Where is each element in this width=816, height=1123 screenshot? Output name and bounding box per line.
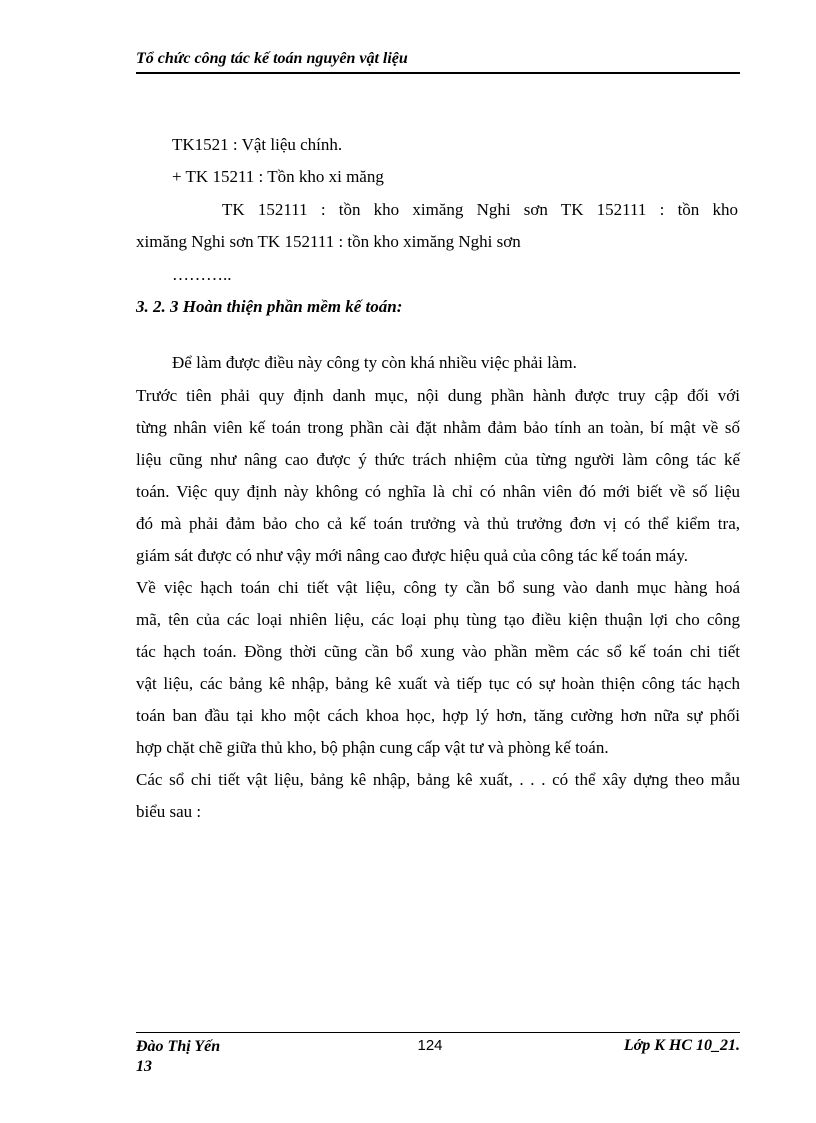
footer-divider bbox=[136, 1032, 740, 1033]
account-line-tk152111-b: ximăng Nghi sơn TK 152111 : tồn kho ximăng Nghi sơn bbox=[136, 232, 521, 251]
footer-class: Lớp K HC 10_21. bbox=[623, 1037, 740, 1054]
footer-author bbox=[136, 1037, 220, 1077]
footer-author-name: Đào Thị Yến bbox=[136, 1038, 221, 1055]
ellipsis-line: ……….. bbox=[172, 265, 232, 284]
paragraph-line: biểu sau : bbox=[136, 802, 202, 821]
page-number: 124 bbox=[417, 1037, 443, 1054]
paragraph-line: giám sát được có như vậy mới nâng cao được hiệu quả của công tác kế toán máy. bbox=[136, 546, 688, 565]
paragraph-line: vật liệu, các bảng kê nhập, bảng kê xuất và tiếp tục có sự hoàn thiện công tác hạch bbox=[136, 674, 740, 693]
paragraph-line: toán. Việc quy định này không có nghĩa là chỉ có nhân viên đó mới biết về số liệu bbox=[136, 482, 740, 501]
paragraph-line: từng nhân viên kế toán trong phần cài đặt nhằm đảm bảo tính an toàn, bí mật về số bbox=[136, 418, 740, 437]
paragraph-line: liệu cũng như nâng cao được ý thức trách nhiệm của từng người làm công tác kế bbox=[136, 450, 740, 469]
paragraph-line: toán ban đầu tại kho một cách khoa học, hợp lý hơn, tăng cường hơn nữa sự phối bbox=[136, 706, 740, 725]
account-line-tk1521: TK1521 : Vật liệu chính. bbox=[172, 135, 343, 154]
intro-line: Để làm được điều này công ty còn khá nhiều việc phải làm. bbox=[172, 353, 577, 372]
paragraph-line: đó mà phải đảm bảo cho cả kế toán trưởng và thủ trưởng đơn vị có thể kiểm tra, bbox=[136, 514, 740, 533]
section-heading: 3. 2. 3 Hoàn thiện phần mềm kế toán: bbox=[136, 297, 403, 316]
account-line-tk15211: + TK 15211 : Tồn kho xi măng bbox=[172, 167, 384, 186]
account-line-tk152111-a: TK 152111 : tồn kho ximăng Nghi sơn TK 152111 : tồn kho bbox=[222, 200, 738, 219]
paragraph-line: Về việc hạch toán chi tiết vật liệu, công ty cần bổ sung vào danh mục hàng hoá bbox=[136, 578, 740, 597]
paragraph-line: Các sổ chi tiết vật liệu, bảng kê nhập, bảng kê xuất, . . . có thể xây dựng theo mẫu bbox=[136, 770, 740, 789]
footer-author-number: 13 bbox=[136, 1058, 152, 1075]
paragraph-line: tác hạch toán. Đồng thời cũng cần bổ xung vào phần mềm các sổ kế toán chi tiết bbox=[136, 642, 740, 661]
paragraph-line: hợp chặt chẽ giữa thủ kho, bộ phận cung cấp vật tư và phòng kế toán. bbox=[136, 738, 609, 757]
paragraph-line: mã, tên của các loại nhiên liệu, các loại phụ tùng tạo điều kiện thuận lợi cho công bbox=[136, 610, 740, 629]
page-header bbox=[136, 48, 740, 74]
paragraph-line: Trước tiên phải quy định danh mục, nội dung phần hành được truy cập đối với bbox=[136, 386, 740, 405]
header-title: Tổ chức công tác kế toán nguyên vật liệu bbox=[136, 50, 408, 67]
